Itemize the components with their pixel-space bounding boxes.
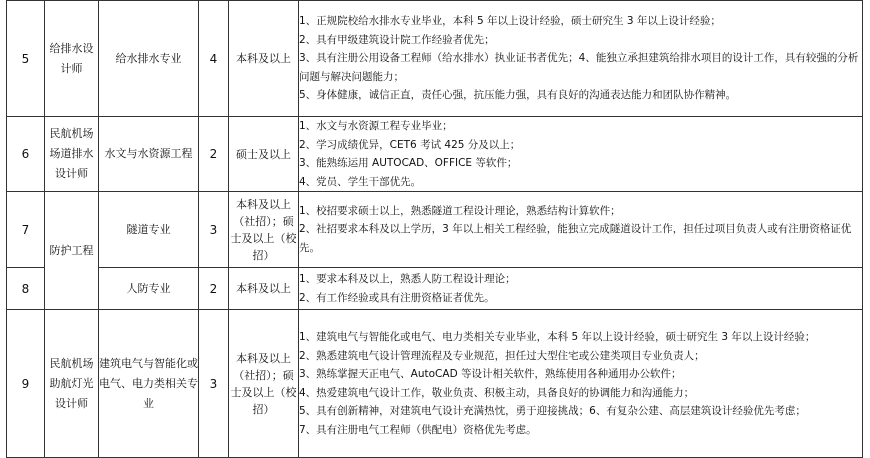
- headcount: 2: [199, 117, 229, 192]
- requirement-line: 3、具有注册公用设备工程师（给水排水）执业证书者优先；4、能独立承担建筑给排水项目的设计工作，具有较强的分析问题与解决问题能力；: [299, 52, 859, 83]
- requirement-line: 2、社招要求本科及以上学历，3 年以上相关工程经验，能独立完成隧道设计工作，担任过项目负责人或有注册资格证优先。: [299, 223, 852, 254]
- headcount: 4: [199, 1, 229, 117]
- education-requirement: 本科及以上: [229, 1, 299, 117]
- requirement-line: 2、学习成绩优异，CET6 考试 425 分及以上；: [299, 138, 521, 151]
- education-requirement: 本科及以上: [229, 268, 299, 310]
- major-name: 给水排水专业: [99, 1, 199, 117]
- major-name: 建筑电气与智能化或电气、电力类相关专业: [99, 310, 199, 458]
- requirement-line: 5、身体健康，诚信正直，责任心强，抗压能力强，具有良好的沟通表达能力和团队协作精神。: [299, 89, 737, 102]
- row-number: 6: [7, 117, 45, 192]
- major-name: 水文与水资源工程: [99, 117, 199, 192]
- requirement-line: 1、正规院校给水排水专业毕业，本科 5 年以上设计经验，硕士研究生 3 年以上设计经验；: [299, 15, 721, 28]
- requirement-line: 1、要求本科及以上，熟悉人防工程设计理论；: [299, 273, 516, 285]
- requirement-line: 3、熟练掌握天正电气、AutoCAD 等设计相关软件，熟练使用各种通用办公软件；: [299, 368, 682, 380]
- job-requirements: [299, 268, 863, 310]
- position-name: 防护工程: [45, 192, 99, 310]
- position-name: 给排水设计师: [45, 1, 99, 117]
- requirement-line: 1、校招要求硕士以上，熟悉隧道工程设计理论，熟悉结构计算软件；: [299, 204, 621, 217]
- headcount: 3: [199, 310, 229, 458]
- requirement-line: 4、热爱建筑电气设计工作，敬业负责、积极主动，具备良好的协调能力和沟通能力；: [299, 386, 695, 399]
- row-number: 5: [7, 1, 45, 117]
- education-requirement: 本科及以上（社招）；硕士及以上（校招）: [229, 310, 299, 458]
- requirement-line: 1、水文与水资源工程专业毕业；: [299, 120, 453, 132]
- table-row: [7, 268, 863, 310]
- education-requirement: 硕士及以上: [229, 117, 299, 192]
- row-number: 8: [7, 268, 45, 310]
- table-row: [7, 192, 863, 268]
- job-requirements: [299, 310, 863, 458]
- requirement-line: 4、党员、学生干部优先。: [299, 175, 422, 188]
- education-requirement: 本科及以上（社招）；硕士及以上（校招）: [229, 192, 299, 268]
- table-row: [7, 310, 863, 458]
- requirement-line: 1、建筑电气与智能化或电气、电力类相关专业毕业，本科 5 年以上设计经验，硕士研究生 3 年以上设计经验；: [299, 331, 816, 343]
- major-name: 隧道专业: [99, 192, 199, 268]
- job-requirements: [299, 117, 863, 192]
- job-requirements: [299, 192, 863, 268]
- requirement-line: 2、熟悉建筑电气设计管理流程及专业规范，担任过大型住宅或公建类项目专业负责人；: [299, 349, 705, 362]
- requirement-line: 5、具有创新精神，对建筑电气设计充满热忱，勇于迎接挑战；6、有复杂公建、高层建筑设计经验优先考虑；: [299, 405, 806, 417]
- position-name: 民航机场助航灯光设计师: [45, 310, 99, 458]
- table-row: [7, 1, 863, 117]
- requirement-line: 3、能熟练运用 AUTOCAD、OFFICE 等软件；: [299, 157, 518, 169]
- requirement-line: 7、具有注册电气工程师（供配电）资格优先考虑。: [299, 423, 537, 436]
- headcount: 2: [199, 268, 229, 310]
- job-requirements: [299, 1, 863, 117]
- headcount: 3: [199, 192, 229, 268]
- row-number: 7: [7, 192, 45, 268]
- position-name: 民航机场场道排水设计师: [45, 117, 99, 192]
- requirement-line: 2、具有甲级建筑设计院工作经验者优先；: [299, 33, 495, 46]
- table-row: [7, 117, 863, 192]
- major-name: 人防专业: [99, 268, 199, 310]
- row-number: 9: [7, 310, 45, 458]
- job-requirements-table: [6, 0, 863, 458]
- requirement-line: 2、有工作经验或具有注册资格证者优先。: [299, 291, 495, 304]
